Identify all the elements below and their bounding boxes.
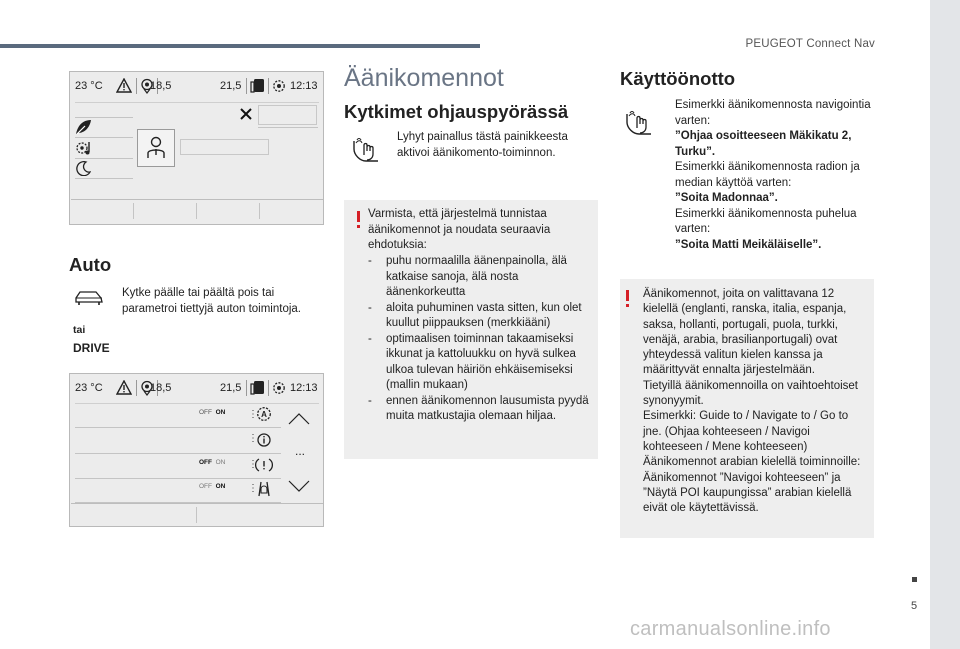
side-strip bbox=[930, 0, 960, 649]
running-header: PEUGEOT Connect Nav bbox=[745, 38, 875, 50]
warning-triangle-icon bbox=[116, 78, 132, 93]
switch-row-4[interactable]: OFF ON bbox=[199, 483, 226, 490]
eco-leaf-icon[interactable] bbox=[75, 119, 92, 135]
steering-switch-description: Lyhyt painallus tästä painikkeesta aktivoi äänikomento-toiminnon. bbox=[397, 131, 568, 159]
screen-car-settings bbox=[69, 71, 324, 225]
page-number: 5 bbox=[911, 600, 918, 612]
steering-switches-heading: Kytkimet ohjauspyörässä bbox=[344, 101, 569, 122]
switch-row-1[interactable]: OFF ON bbox=[199, 409, 226, 416]
voice-tip-item: - optimaalisen toiminnan takaamiseksi ikkunat ja kattoluukku on hyvä sulkea ulkoa tulevan häiriön ehkäisemiseksi (mallin mukaan) bbox=[368, 332, 592, 394]
phone-example-text: Esimerkki äänikomennosta puhelua varten: bbox=[675, 207, 857, 235]
status-temp: 23 °C bbox=[75, 80, 103, 92]
status-value-left: 18,5 bbox=[150, 80, 172, 92]
nav-example-command: ”Ohjaa osoitteeseen Mäkikatu 2, Turku”. bbox=[675, 130, 852, 158]
radio-example-text: Esimerkki äänikomennosta radion ja median käyttöä varten: bbox=[675, 161, 860, 189]
car-icon bbox=[74, 289, 104, 306]
scroll-up-chevron-icon[interactable] bbox=[288, 413, 310, 425]
close-icon[interactable] bbox=[240, 108, 252, 120]
status-value-right: 21,5 bbox=[220, 80, 242, 92]
person-icon bbox=[146, 136, 166, 160]
scroll-down-chevron-icon[interactable] bbox=[288, 480, 310, 492]
night-mode-moon-icon[interactable] bbox=[76, 161, 91, 176]
header-bar bbox=[0, 44, 480, 48]
status-value-right-b: 21,5 bbox=[220, 382, 242, 394]
warning-triangle-icon bbox=[116, 380, 132, 395]
phone-icon bbox=[250, 380, 266, 396]
status-temp-b: 23 °C bbox=[75, 382, 103, 394]
voice-tip-item: - puhu normaalilla äänenpainolla, älä katkaise sanoja, älä nosta äänenkorkeutta bbox=[368, 254, 592, 301]
language-note-3: Esimerkki: Guide to / Navigate to / Go to jne. (Ohjaa kohteeseen / Navigoi kohteeseen / Mene kohteeseen) bbox=[643, 410, 849, 453]
drag-dots: ⋮ bbox=[248, 483, 258, 494]
language-note-1: Äänikomennot, joita on valittavana 12 kielellä (englanti, ranska, italia, espanja, saksa, hollanti, portugali, puola, turkki, venäjä, arabia, brasilianportugali) ovat yhteydessä valitun kielen kanssa ja määrittyvät ennalta järjestelmään. bbox=[643, 288, 847, 377]
sound-settings-icon[interactable] bbox=[75, 140, 93, 156]
info-circle-icon[interactable] bbox=[256, 432, 272, 448]
auto-or-label: tai bbox=[73, 324, 86, 336]
phone-example-command: ”Soita Matti Meikäläiselle”. bbox=[675, 238, 822, 251]
status-time-b: 12:13 bbox=[290, 382, 318, 394]
radio-example-command: ”Soita Madonnaa”. bbox=[675, 192, 778, 204]
screen-driving-aids bbox=[69, 373, 324, 527]
auto-drive-label: DRIVE bbox=[73, 341, 110, 355]
language-note-2: Tietyillä äänikomennoilla on vaihtoehtoiset synonyymit. bbox=[643, 379, 859, 408]
auto-description: Kytke päälle tai päältä pois tai parametroi tiettyjä auton toimintoja. bbox=[122, 287, 301, 315]
voice-commands-title: Äänikomennot bbox=[344, 64, 504, 92]
watermark: carmanualsonline.info bbox=[630, 618, 831, 640]
lane-assist-icon bbox=[256, 406, 272, 422]
status-time: 12:13 bbox=[290, 80, 318, 92]
voice-tip-item: - ennen äänikomennon lausumista pyydä muita matkustajia olemaan hiljaa. bbox=[368, 394, 592, 425]
drag-dots: ⋮ bbox=[248, 433, 258, 444]
brake-warning-icon bbox=[255, 457, 273, 473]
settings-gear-icon bbox=[271, 380, 287, 396]
settings-gear-icon bbox=[271, 78, 287, 94]
voice-command-button-icon bbox=[352, 137, 380, 163]
lane-departure-icon bbox=[255, 481, 273, 497]
switch-row-3[interactable]: OFF ON bbox=[199, 459, 226, 466]
language-note-box bbox=[620, 279, 874, 538]
middle-field bbox=[180, 139, 269, 155]
auto-heading: Auto bbox=[69, 254, 112, 275]
driver-profile-button[interactable] bbox=[137, 129, 175, 167]
phone-icon bbox=[250, 78, 266, 94]
status-bar bbox=[70, 72, 323, 102]
status-value-left-b: 18,5 bbox=[150, 382, 172, 394]
getting-started-heading: Käyttöönotto bbox=[620, 68, 736, 89]
drag-dots: ⋮ bbox=[248, 409, 258, 420]
continue-marker bbox=[912, 577, 917, 582]
voice-tips-intro: Varmista, että järjestelmä tunnistaa äänikomennot ja noudata seuraavia ehdotuksia: bbox=[368, 208, 551, 251]
top-field bbox=[258, 105, 317, 125]
command-examples bbox=[675, 98, 875, 253]
drag-dots: ⋮ bbox=[248, 459, 258, 470]
voice-tips-box bbox=[344, 200, 598, 459]
status-bar-b bbox=[70, 374, 323, 404]
voice-tip-item: - aloita puhuminen vasta sitten, kun olet kuullut piippauksen (merkkiääni) bbox=[368, 301, 592, 332]
nav-example-text: Esimerkki äänikomennosta navigointia varten: bbox=[675, 99, 871, 127]
more-options[interactable]: ... bbox=[295, 444, 306, 458]
voice-command-button-icon bbox=[625, 110, 653, 136]
language-note bbox=[643, 287, 869, 516]
voice-tips-list bbox=[368, 254, 592, 425]
svg-text:A: A bbox=[261, 410, 267, 419]
language-note-4: Äänikomennot arabian kielellä toiminnoille: Äänikomennot ”Navigoi kohteeseen” ja ”Näytä POI kaupungissa” arabian kielellä eivät ole käytettävissä. bbox=[643, 456, 861, 515]
